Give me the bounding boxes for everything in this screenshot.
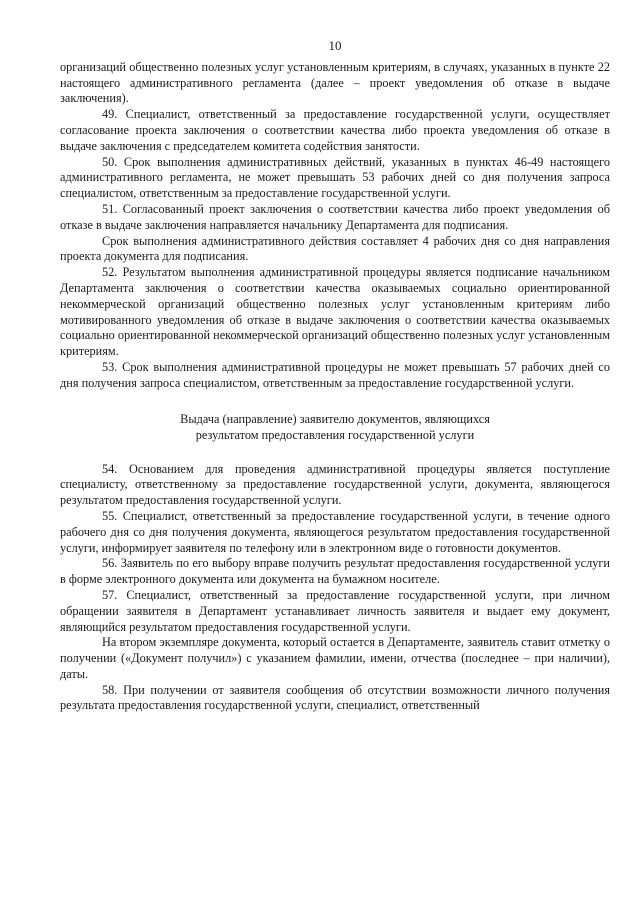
paragraph-57: 57. Специалист, ответственный за предоставление государственной услуги, при личном обращении заявителя в Департамент устанавливает личность заявителя и выдает ему документ, являющийся результатом предоставления государственной услуги.	[60, 587, 610, 634]
paragraph-49: 49. Специалист, ответственный за предоставление государственной услуги, осуществляет согласование проекта заключения о соответствии качества либо проекта уведомления об отказе в выдаче заключения с председателем комитета содействия занятости.	[60, 107, 610, 153]
paragraph-57-second-copy: На втором экземпляре документа, который остается в Департаменте, заявитель ставит отметку о получении («Документ получил») с указанием фамилии, имени, отчества (последнее – при наличии), даты.	[60, 635, 610, 681]
section-heading	[60, 411, 610, 443]
page-number: 10	[328, 38, 342, 53]
paragraph-51-deadline: Срок выполнения административного действия составляет 4 рабочих дня со дня направления проекта документа для подписания.	[60, 233, 610, 264]
section-heading-line-1: Выдача (направление) заявителю документов, являющихся	[180, 411, 490, 426]
paragraphs-top	[60, 60, 610, 392]
paragraph-51: 51. Согласованный проект заключения о соответствии качества либо проект уведомления об отказе в выдаче заключения направляется начальнику Департамента для подписания.	[60, 201, 610, 232]
paragraph-53: 53. Срок выполнения административной процедуры не может превышать 57 рабочих дней со дня получения запроса специалистом, ответственным за предоставление государственной услуги.	[60, 359, 610, 390]
paragraph-58: 58. При получении от заявителя сообщения об отсутствии возможности личного получения результата предоставления государственной услуги, специалист, ответственный	[60, 682, 610, 713]
paragraph-52: 52. Результатом выполнения административной процедуры является подписание начальником Департамента заключения о соответствии качества оказываемых социально ориентированной некоммерческой организаций общественно полезных услуг установленным критериям либо мотивированного уведомления об отказе в выдаче заключения о соответствии качества оказываемых социально ориентированной некоммерческой организаций общественно полезных услуг установленным критериям.	[60, 265, 610, 359]
paragraphs-bottom	[60, 462, 610, 715]
paragraph-50: 50. Срок выполнения административных действий, указанных в пунктах 46-49 настоящего административного регламента, не может превышать 53 рабочих дней со дня получения запроса специалистом, ответственным за предоставление государственной услуги.	[60, 154, 610, 201]
paragraph-continuation: организаций общественно полезных услуг установленным критериям, в случаях, указанных в пункте 22 настоящего административного регламента (далее – проект уведомления об отказе в выдаче заключения).	[60, 59, 610, 106]
paragraph-56: 56. Заявитель по его выбору вправе получить результат предоставления государственной услуги в форме электронного документа или документа на бумажном носителе.	[60, 556, 610, 587]
section-heading-line-2: результатом предоставления государственной услуги	[195, 427, 475, 442]
paragraph-55: 55. Специалист, ответственный за предоставление государственной услуги, в течение одного рабочего дня со дня получения документа, являющегося результатом предоставления государственной услуги, информирует заявителя по телефону или в электронном виде о готовности документов.	[60, 508, 610, 555]
paragraph-54: 54. Основанием для проведения административной процедуры является поступление специалисту, ответственному за предоставление государственной услуги, документа, являющегося результатом предоставления государственной услуги.	[60, 461, 610, 508]
